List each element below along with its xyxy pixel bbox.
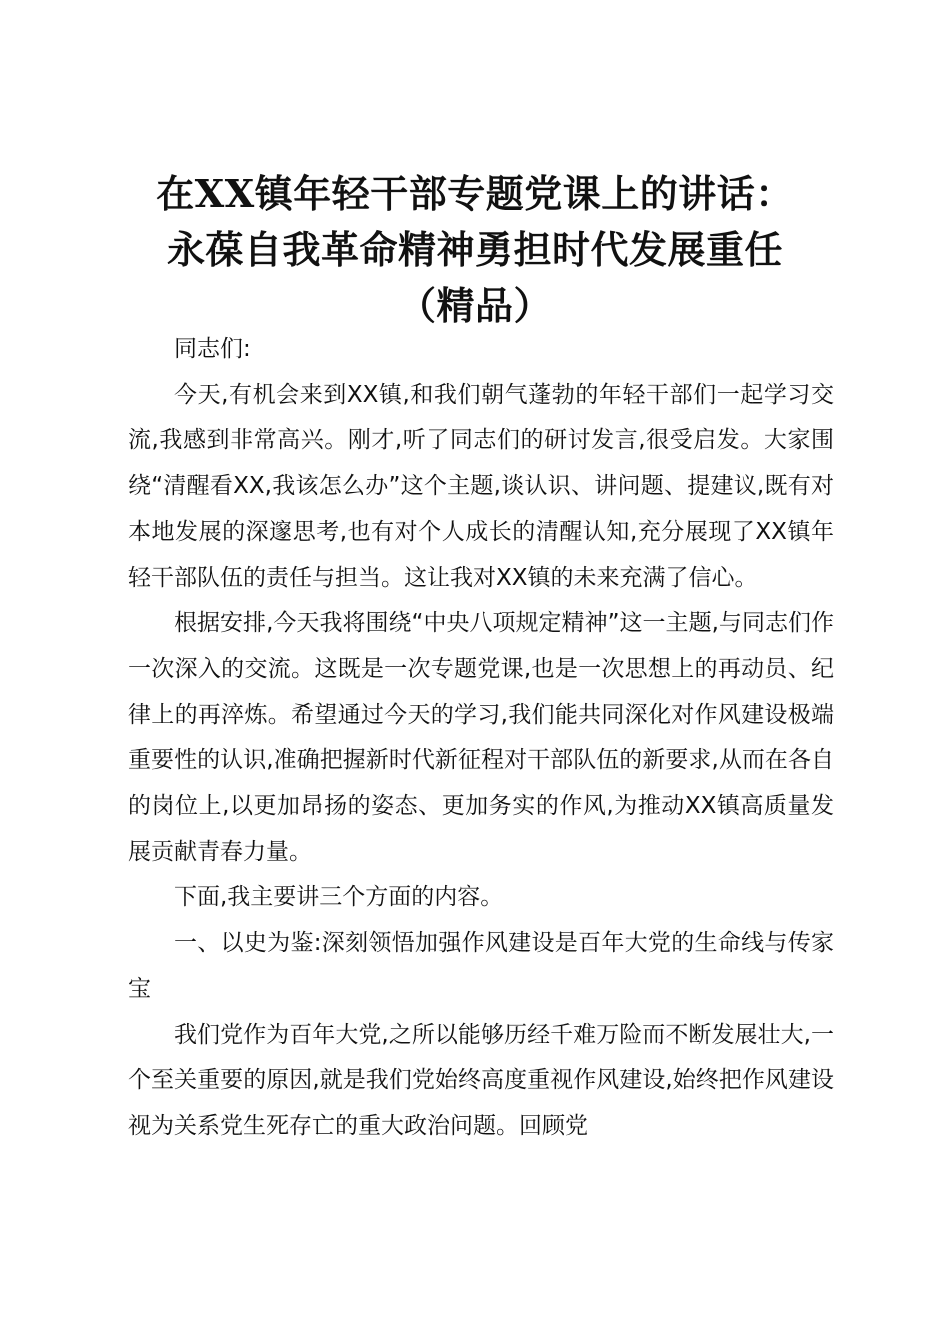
title-line-2: 永葆自我革命精神勇担时代发展重任 — [166, 227, 783, 272]
paragraph-outline: 下面,我主要讲三个方面的内容。 — [174, 884, 504, 911]
paragraph-arrangement: 根据安排,今天我将围绕“中央八项规定精神”这一主题,与同志们作一次深入的交流。这既是一次专题党课,也是一次思想上的再动员、纪律上的再淬炼。希望通过今天的学习,我们能共同深化对作风建设极端重要性的认识,准确把握新时代新征程对干部队伍的新要求,从而在各自的岗位上,以更加昂扬的姿态、更加务实的作风,为推动XX镇高质量发展贡献青春力量。 — [128, 610, 834, 865]
paragraph-history: 我们党作为百年大党,之所以能够历经千难万险而不断发展壮大,一个至关重要的原因,就是我们党始终高度重视作风建设,始终把作风建设视为关系党生死存亡的重大政治问题。回顾党 — [128, 1021, 834, 1139]
document-body — [128, 327, 834, 1150]
salutation: 同志们: — [174, 336, 251, 362]
section-heading-1: 一、以史为鉴:深刻领悟加强作风建设是百年大党的生命线与传家宝 — [128, 930, 834, 1002]
document-title — [100, 166, 850, 334]
title-line-1: 在XX镇年轻干部专题党课上的讲话： — [156, 171, 794, 216]
title-line-3: （精品） — [397, 283, 552, 328]
paragraph-opening: 今天,有机会来到XX镇,和我们朝气蓬勃的年轻干部们一起学习交流,我感到非常高兴。刚才,听了同志们的研讨发言,很受启发。大家围绕“清醒看XX,我该怎么办”这个主题,谈认识、讲问题、提建议,既有对本地发展的深邃思考,也有对个人成长的清醒认知,充分展现了XX镇年轻干部队伍的责任与担当。这让我对XX镇的未来充满了信心。 — [128, 381, 834, 591]
